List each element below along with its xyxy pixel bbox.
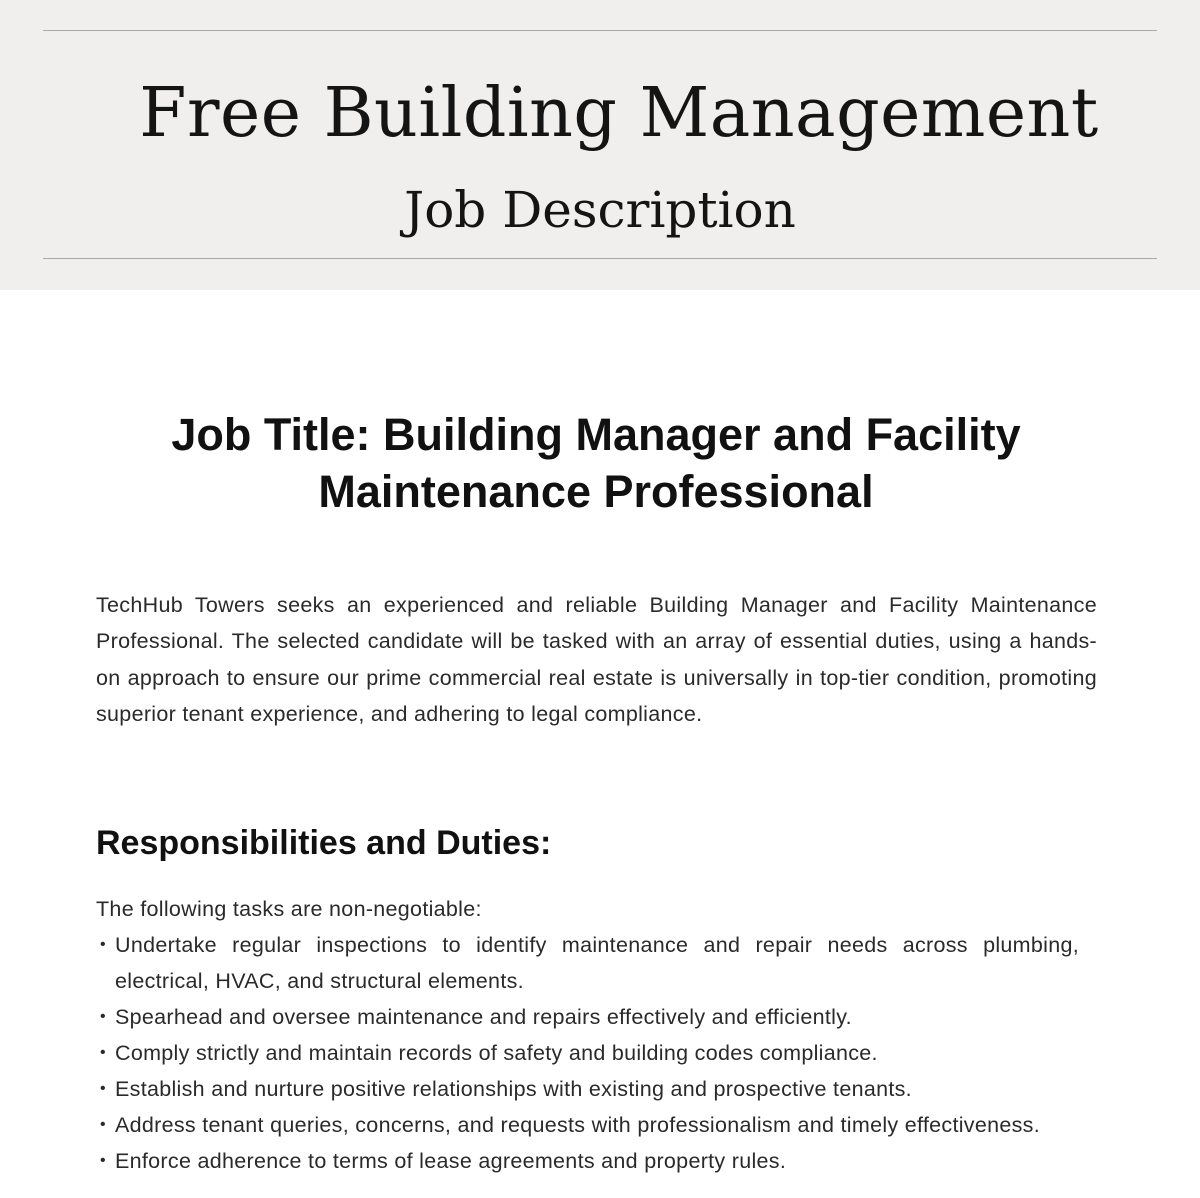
list-item — [96, 999, 1079, 1035]
duty-list — [96, 927, 1079, 1179]
bullet-icon: • — [100, 936, 106, 953]
bullet-icon: • — [100, 1080, 106, 1097]
list-item-text: Spearhead and oversee maintenance and repairs effectively and efficiently. — [115, 1005, 852, 1029]
list-item — [96, 1035, 1079, 1071]
list-item-text: Undertake regular inspections to identify maintenance and repair needs across plumbing, electrical, HVAC, and structural elements. — [115, 933, 1079, 993]
job-title-heading: Job Title: Building Manager and Facility Maintenance Professional — [171, 409, 1021, 517]
list-item-text: Comply strictly and maintain records of safety and building codes compliance. — [115, 1041, 878, 1065]
responsibilities-lead: The following tasks are non-negotiable: — [96, 897, 482, 921]
bullet-icon: • — [100, 1044, 106, 1061]
list-item — [96, 927, 1079, 999]
document-subtitle: Job Description — [404, 181, 796, 239]
list-item-text: Address tenant queries, concerns, and requests with professionalism and timely effectiveness. — [115, 1113, 1040, 1137]
header-top-divider — [43, 30, 1157, 31]
bullet-icon: • — [100, 1008, 106, 1025]
bullet-icon: • — [100, 1152, 106, 1169]
intro-paragraph: TechHub Towers seeks an experienced and reliable Building Manager and Facility Maintenance Professional. The selected candidate will be tasked with an array of essential duties, using a hands-on approach to ensure our prime commercial real estate is universally in top-tier condition, promoting superior tenant experience, and adhering to legal compliance. — [96, 593, 1097, 727]
responsibilities-heading: Responsibilities and Duties: — [96, 824, 552, 862]
list-item — [96, 1143, 1079, 1179]
list-item-text: Enforce adherence to terms of lease agreements and property rules. — [115, 1149, 787, 1173]
bullet-icon: • — [100, 1116, 106, 1133]
list-item — [96, 1071, 1079, 1107]
document-title: Free Building Management — [139, 74, 1099, 153]
list-item — [96, 1107, 1079, 1143]
header-banner — [0, 0, 1200, 290]
header-bottom-divider — [43, 258, 1157, 259]
list-item-text: Establish and nurture positive relationships with existing and prospective tenants. — [115, 1077, 912, 1101]
